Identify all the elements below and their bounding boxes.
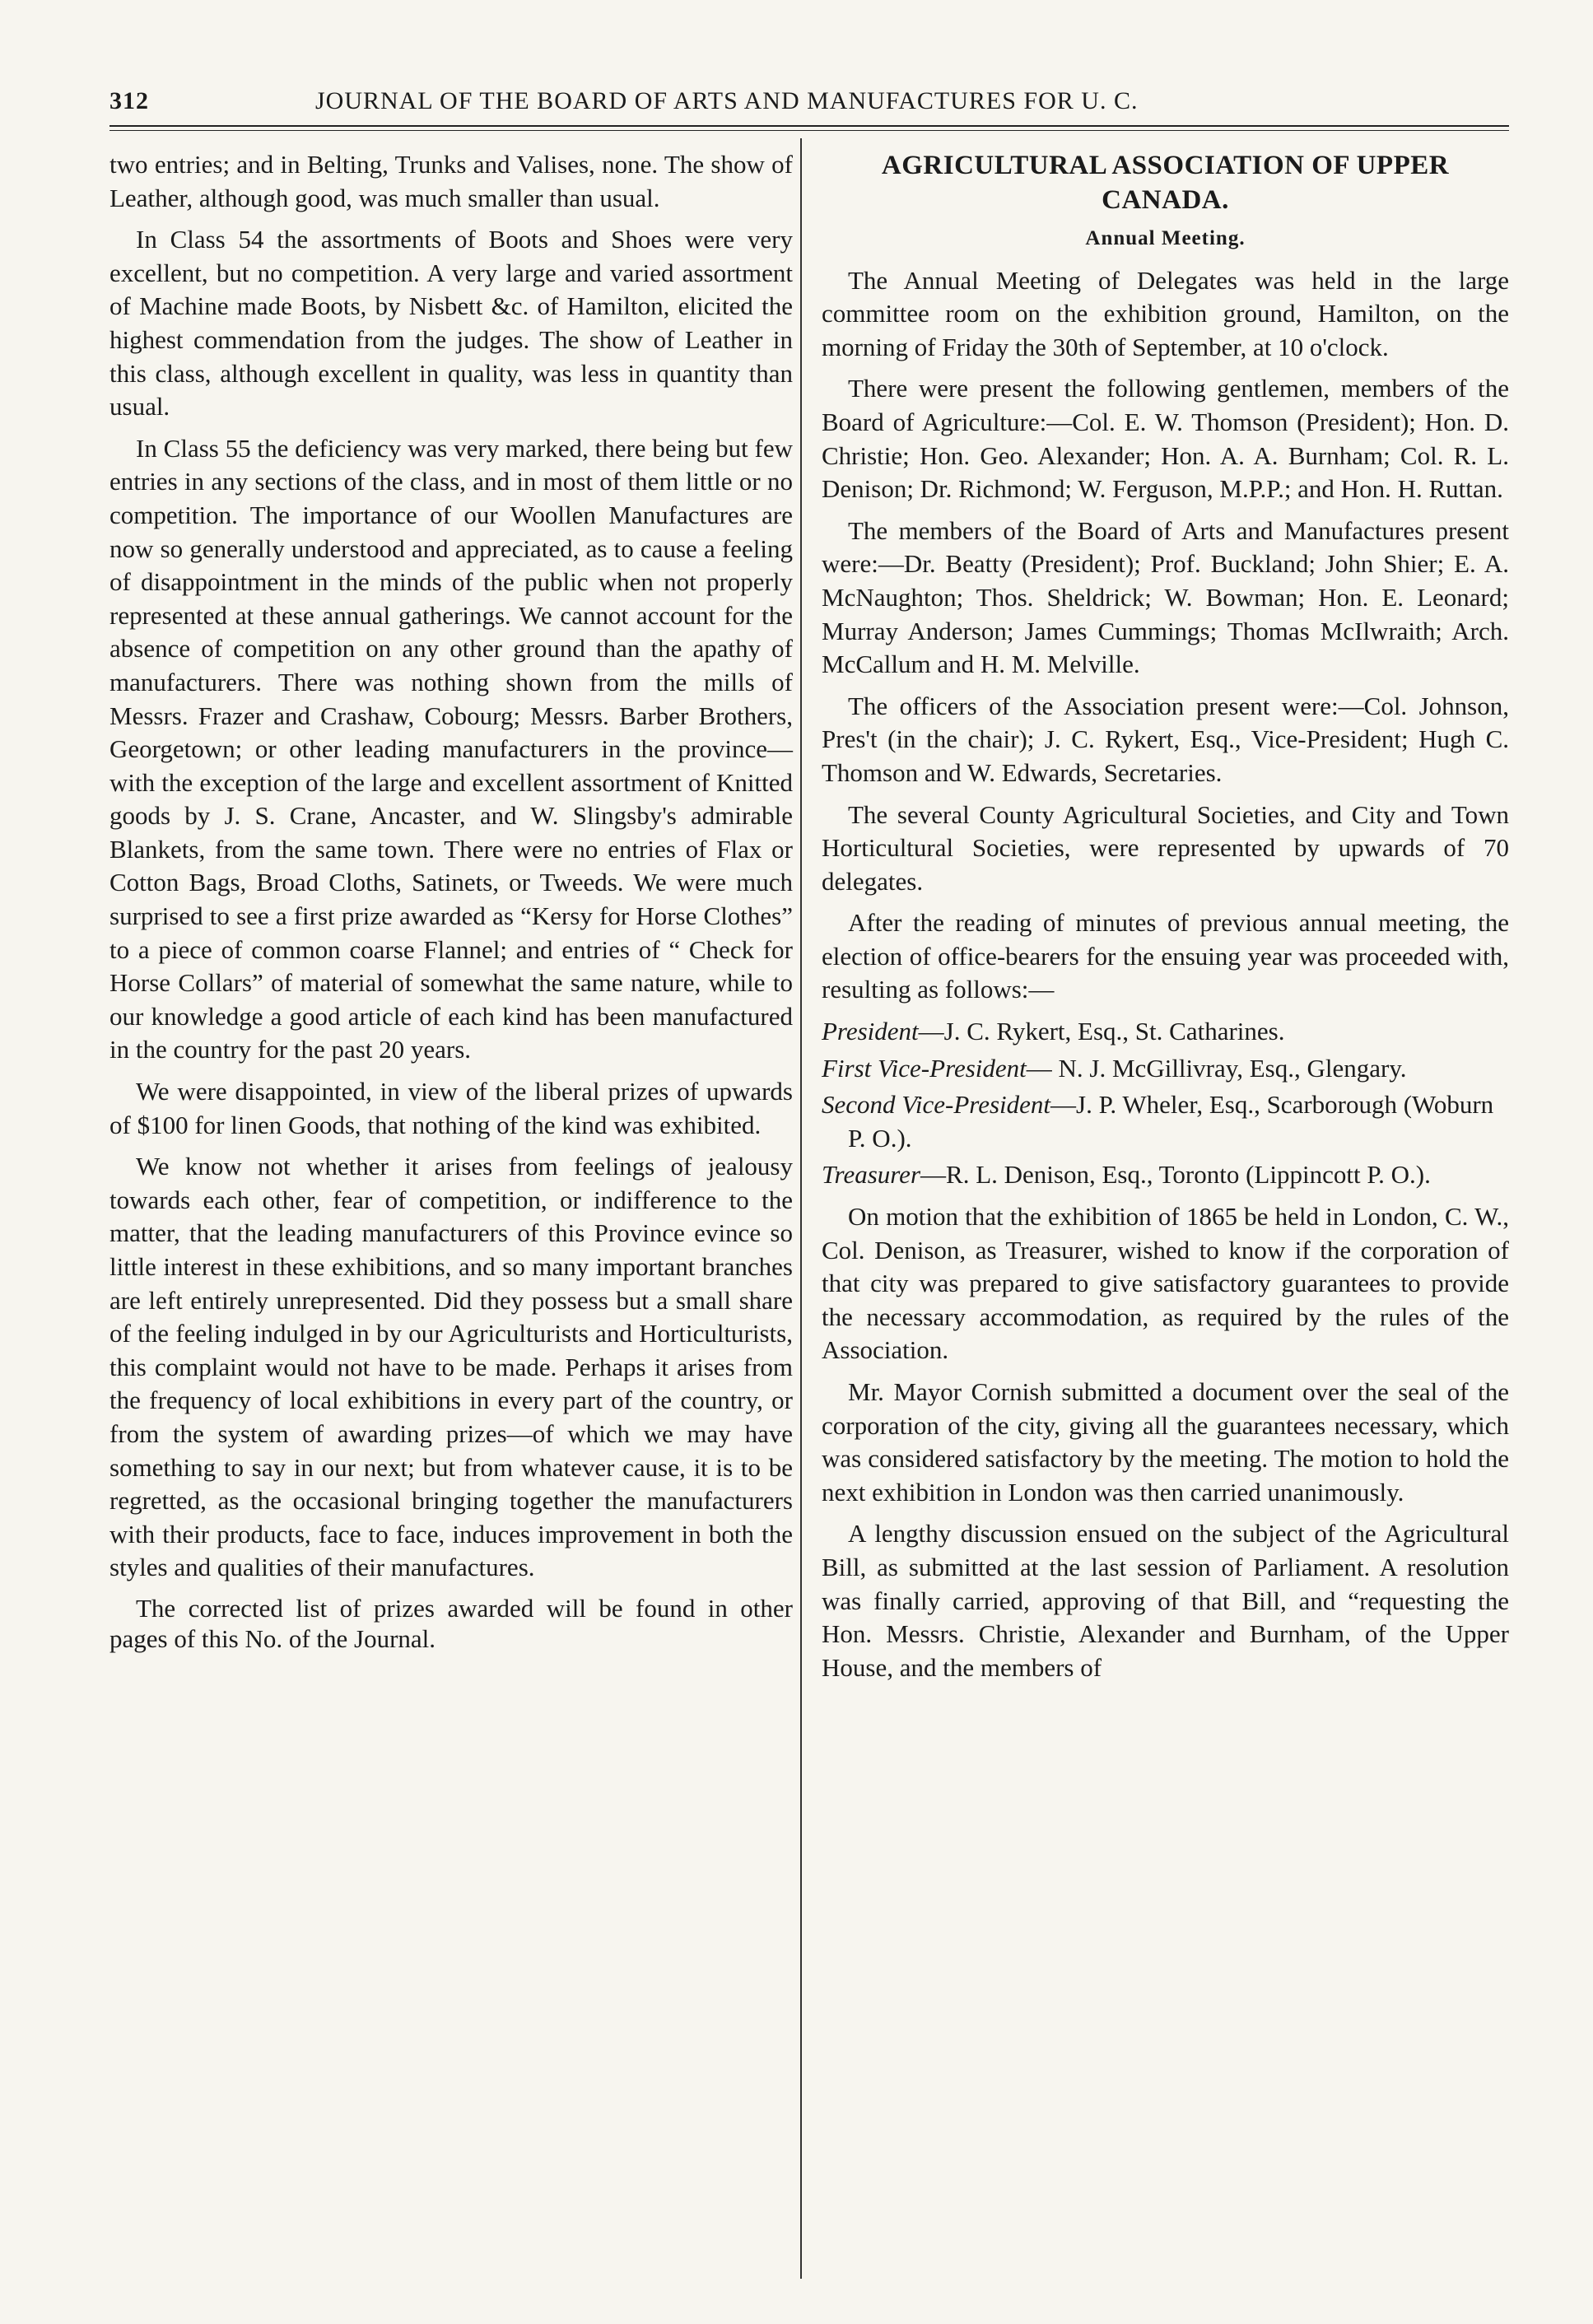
- officer-entry: [822, 1052, 1509, 1086]
- paragraph: The members of the Board of Arts and Manufactures present were:—Dr. Beatty (President); Prof. Buckland; John Shier; E. A. McNaughton; Thos. Sheldrick; W. Bowman; Hon. E. Leonard; Murray Anderson; James Cummings; Thomas McIlwraith; Arch. McCallum and H. M. Melville.: [822, 515, 1509, 679]
- page-number: 312: [109, 87, 149, 114]
- officer-name: —J. C. Rykert, Esq., St. Catharines.: [918, 1017, 1285, 1046]
- paragraph: The corrected list of prizes awarded will be found in other pages of this No. of the Journal.: [109, 1593, 793, 1653]
- officer-role: First Vice-President: [822, 1053, 1027, 1083]
- paragraph: The Annual Meeting of Delegates was held in the large committee room on the exhibition ground, Hamilton, on the morning of Friday the 30th of September, at 10 o'clock.: [822, 265, 1509, 361]
- paragraph: On motion that the exhibition of 1865 be held in London, C. W., Col. Denison, as Treasurer, wished to know if the corporation of that city was prepared to give satisfactory guarantees to provide the necessary accommodation, as required by the rules of the Association.: [822, 1202, 1509, 1365]
- section-title: AGRICULTURAL ASSOCIATION OF UPPER CANADA.: [881, 151, 1450, 215]
- paragraph: We were disappointed, in view of the liberal prizes of upwards of $100 for linen Goods, that nothing of the kind was exhibited.: [109, 1077, 793, 1139]
- paragraph: A lengthy discussion ensued on the subject of the Agricultural Bill, as submitted at the last session of Parliament. A resolution was finally carried, approving of that Bill, and “requesting the Hon. Messrs. Christie, Alexander and Burnham, of the Upper House, and the members of: [822, 1519, 1509, 1682]
- section-subtitle: Annual Meeting.: [1085, 227, 1246, 249]
- paragraph: Mr. Mayor Cornish submitted a document over the seal of the corporation of the city, giving all the guarantees necessary, which was considered satisfactory by the meeting. The motion to hold the next exhibition in London was then carried unanimously.: [822, 1377, 1509, 1507]
- paragraph: In Class 55 the deficiency was very marked, there being but few entries in any sections of the class, and in most of them little or no competition. The importance of our Woollen Manufactures are now so generally understood and appreciated, as to cause a feeling of disappointment in the minds of the public when not properly represented at these annual gatherings. We cannot account for the absence of competition on any other ground than the apathy of manufacturers. There was nothing shown from the mills of Messrs. Frazer and Crashaw, Cobourg; Messrs. Barber Brothers, Georgetown; or other leading manufacturers in the province—with the exception of the large and excellent assortment of Knitted goods by J. S. Crane, Ancaster, and W. Slingsby's admirable Blankets, from the same town. There were no entries of Flax or Cotton Bags, Broad Cloths, Satinets, or Tweeds. We were much surprised to see a first prize awarded as “Kersy for Horse Clothes” to a piece of common coarse Flannel; and entries of “ Check for Horse Collars” of material of somewhat the same nature, while to our knowledge a good article of each kind has been manufactured in the country for the past 20 years.: [109, 433, 793, 1064]
- officer-name: —R. L. Denison, Esq., Toronto (Lippincott P. O.).: [920, 1160, 1431, 1190]
- header-rule-thin: [109, 130, 1509, 131]
- column-divider: [800, 138, 802, 2279]
- officer-entry: [822, 1015, 1509, 1049]
- officer-entry: [822, 1158, 1509, 1192]
- left-column: [109, 148, 793, 1662]
- journal-title: JOURNAL OF THE BOARD OF ARTS AND MANUFACTURES FOR U. C.: [315, 87, 1139, 114]
- officer-entry: [822, 1088, 1509, 1155]
- paragraph: In Class 54 the assortments of Boots and Shoes were very excellent, but no competition. A very large and varied assortment of Machine made Boots, by Nisbett &c. of Hamilton, elicited the highest commendation from the judges. The show of Leather in this class, although excellent in quality, was less in quantity than usual.: [109, 225, 793, 421]
- paragraph: There were present the following gentlemen, members of the Board of Agriculture:—Col. E. W. Thomson (President); Hon. D. Christie; Hon. Geo. Alexander; Hon. A. A. Burnham; Col. R. L. Denison; Dr. Richmond; W. Ferguson, M.P.P.; and Hon. H. Ruttan.: [822, 374, 1509, 504]
- paragraph: The officers of the Association present were:—Col. Johnson, Pres't (in the chair); J. C. Rykert, Esq., Vice-President; Hugh C. Thomson and W. Edwards, Secretaries.: [822, 691, 1509, 787]
- paragraph: two entries; and in Belting, Trunks and Valises, none. The show of Leather, although good, was much smaller than usual.: [109, 150, 793, 212]
- officer-role: Treasurer: [822, 1160, 921, 1190]
- paragraph: The several County Agricultural Societies, and City and Town Horticultural Societies, were represented by upwards of 70 delegates.: [822, 799, 1509, 896]
- running-header: [109, 82, 1509, 123]
- header-rule: [109, 125, 1509, 127]
- right-column: [822, 148, 1509, 1693]
- officer-role: Second Vice-President: [822, 1090, 1051, 1120]
- officer-role: President: [822, 1017, 919, 1046]
- officer-name: —J. P. Wheler, Esq., Scarborough (Woburn P. O.).: [848, 1090, 1494, 1153]
- officer-name: — N. J. McGillivray, Esq., Glengary.: [1026, 1053, 1407, 1083]
- paragraph: We know not whether it arises from feelings of jealousy towards each other, fear of competition, or indifference to the matter, that the leading manufacturers of this Province evince so little interest in these exhibitions, and so many important branches are left entirely unrepresented. Did they possess but a small share of the feeling indulged in by our Agriculturists and Horticulturists, this complaint would not have to be made. Perhaps it arises from the frequency of local exhibitions in every part of the country, or from the system of awarding prizes—of which we may have something to say in our next; but from whatever cause, it is to be regretted, as the occasional bringing together the manufacturers with their products, face to face, induces improvement in both the styles and qualities of their manufactures.: [109, 1152, 793, 1582]
- paragraph: After the reading of minutes of previous annual meeting, the election of office-bearers for the ensuing year was proceeded with, resulting as follows:—: [822, 908, 1509, 1004]
